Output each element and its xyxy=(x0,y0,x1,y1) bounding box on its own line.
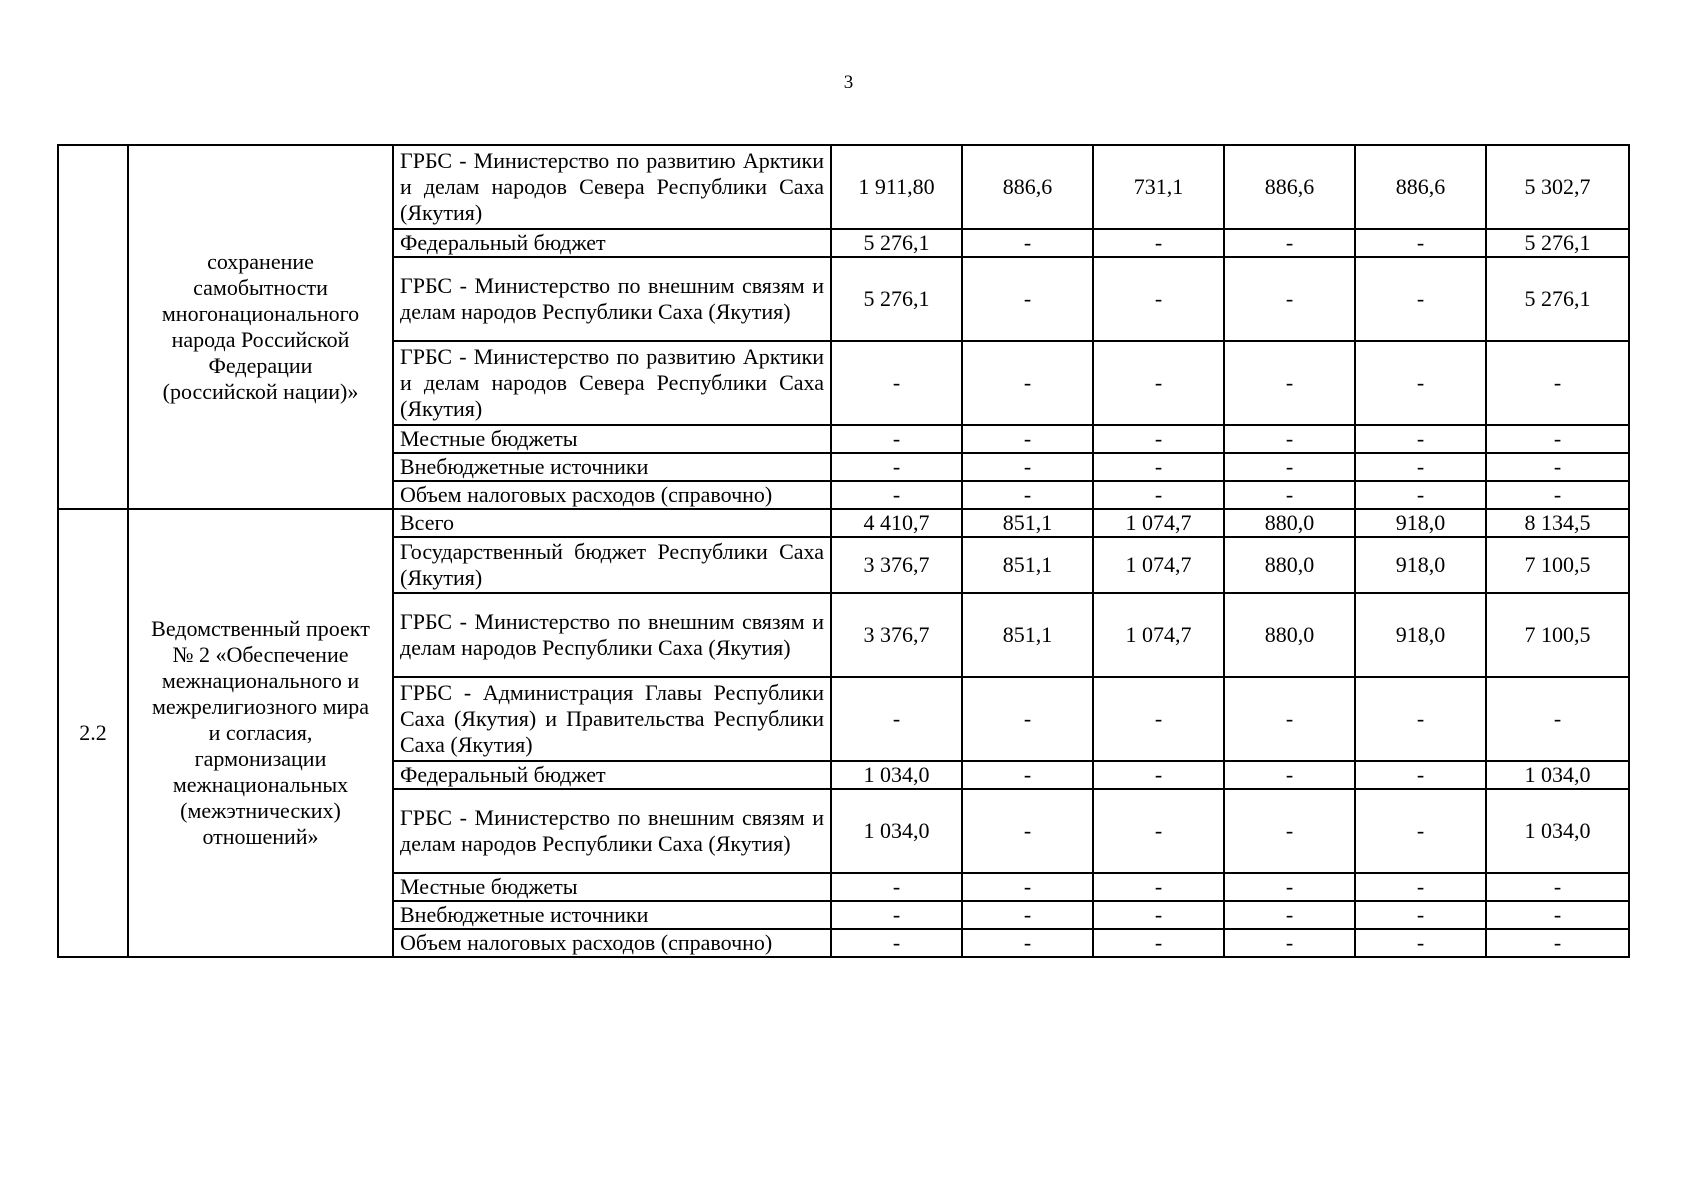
total-value: - xyxy=(1486,425,1629,453)
total-value: - xyxy=(1486,677,1629,761)
year-value: - xyxy=(1224,761,1355,789)
funding-source: Внебюджетные источники xyxy=(393,453,831,481)
year-value: - xyxy=(962,929,1093,957)
project-name-line: Федерации xyxy=(208,353,313,378)
budget-table xyxy=(57,144,1630,958)
year-value: 851,1 xyxy=(962,593,1093,677)
year-value: - xyxy=(1224,901,1355,929)
funding-source: Государственный бюджет Республики Саха (Якутия) xyxy=(393,537,831,593)
funding-source: ГРБС - Министерство по внешним связям и делам народов Республики Саха (Якутия) xyxy=(393,789,831,873)
year-value: 880,0 xyxy=(1224,537,1355,593)
project-name-line: межрелигиозного мира xyxy=(151,694,370,719)
year-value: - xyxy=(1355,453,1486,481)
year-value: - xyxy=(962,341,1093,425)
project-name-line: и согласия, xyxy=(208,720,313,745)
year-value: - xyxy=(831,901,962,929)
year-value: - xyxy=(962,453,1093,481)
year-value: - xyxy=(831,341,962,425)
year-value: - xyxy=(962,873,1093,901)
year-value: - xyxy=(831,677,962,761)
year-value: - xyxy=(1224,425,1355,453)
year-value: 1 911,80 xyxy=(831,145,962,229)
project-name-line: гармонизации xyxy=(194,746,327,771)
year-value: - xyxy=(1224,229,1355,257)
year-value: - xyxy=(1224,481,1355,509)
table-body xyxy=(58,145,1629,957)
year-value: - xyxy=(1355,481,1486,509)
year-value: - xyxy=(1224,341,1355,425)
year-value: - xyxy=(1093,677,1224,761)
year-value: - xyxy=(1093,481,1224,509)
year-value: 886,6 xyxy=(1224,145,1355,229)
year-value: - xyxy=(1093,257,1224,341)
funding-source: Объем налоговых расходов (справочно) xyxy=(393,929,831,957)
funding-source: ГРБС - Министерство по развитию Арктики и делам народов Севера Республики Саха (Якутия) xyxy=(393,145,831,229)
year-value: 886,6 xyxy=(962,145,1093,229)
year-value: - xyxy=(1224,257,1355,341)
year-value: 918,0 xyxy=(1355,509,1486,537)
year-value: - xyxy=(1355,789,1486,873)
year-value: - xyxy=(1224,677,1355,761)
year-value: - xyxy=(962,901,1093,929)
year-value: - xyxy=(831,425,962,453)
year-value: - xyxy=(1355,341,1486,425)
year-value: 1 074,7 xyxy=(1093,593,1224,677)
funding-source: ГРБС - Администрация Главы Республики Саха (Якутия) и Правительства Республики Саха (Якутия) xyxy=(393,677,831,761)
year-value: - xyxy=(962,677,1093,761)
year-value: 880,0 xyxy=(1224,593,1355,677)
funding-source: Объем налоговых расходов (справочно) xyxy=(393,481,831,509)
table-row xyxy=(58,509,1629,537)
total-value: 7 100,5 xyxy=(1486,593,1629,677)
year-value: - xyxy=(1355,677,1486,761)
funding-source: Федеральный бюджет xyxy=(393,229,831,257)
total-value: - xyxy=(1486,453,1629,481)
year-value: - xyxy=(1093,341,1224,425)
section-index xyxy=(58,145,128,509)
page-number: 3 xyxy=(843,72,854,93)
year-value: - xyxy=(962,257,1093,341)
project-name-line: межнационального и xyxy=(161,668,360,693)
year-value: 3 376,7 xyxy=(831,593,962,677)
year-value: - xyxy=(1224,453,1355,481)
year-value: - xyxy=(1355,257,1486,341)
year-value: - xyxy=(1093,229,1224,257)
year-value: - xyxy=(1355,873,1486,901)
project-name-line: межнациональных xyxy=(172,772,349,797)
total-value: - xyxy=(1486,929,1629,957)
project-name xyxy=(128,145,393,509)
funding-source: Всего xyxy=(393,509,831,537)
year-value: - xyxy=(1355,425,1486,453)
year-value: - xyxy=(1093,425,1224,453)
project-name xyxy=(128,509,393,957)
year-value: 4 410,7 xyxy=(831,509,962,537)
funding-source: ГРБС - Министерство по внешним связям и делам народов Республики Саха (Якутия) xyxy=(393,257,831,341)
year-value: - xyxy=(1355,901,1486,929)
year-value: - xyxy=(831,873,962,901)
year-value: 851,1 xyxy=(962,537,1093,593)
year-value: - xyxy=(1224,873,1355,901)
year-value: 851,1 xyxy=(962,509,1093,537)
project-name-line: отношений» xyxy=(202,824,319,849)
total-value: - xyxy=(1486,481,1629,509)
year-value: 3 376,7 xyxy=(831,537,962,593)
year-value: - xyxy=(1093,873,1224,901)
total-value: - xyxy=(1486,341,1629,425)
year-value: 1 074,7 xyxy=(1093,509,1224,537)
year-value: - xyxy=(831,453,962,481)
project-name-line: Ведомственный проект xyxy=(151,616,370,641)
total-value: 5 302,7 xyxy=(1486,145,1629,229)
year-value: 1 034,0 xyxy=(831,761,962,789)
year-value: 1 034,0 xyxy=(831,789,962,873)
total-value: 7 100,5 xyxy=(1486,537,1629,593)
year-value: - xyxy=(962,229,1093,257)
total-value: 1 034,0 xyxy=(1486,761,1629,789)
funding-source: Федеральный бюджет xyxy=(393,761,831,789)
total-value: 8 134,5 xyxy=(1486,509,1629,537)
year-value: - xyxy=(1093,901,1224,929)
year-value: - xyxy=(1093,453,1224,481)
year-value: - xyxy=(1093,789,1224,873)
funding-source: Внебюджетные источники xyxy=(393,901,831,929)
year-value: 731,1 xyxy=(1093,145,1224,229)
year-value: - xyxy=(962,789,1093,873)
year-value: - xyxy=(962,761,1093,789)
project-name-line: (межэтнических) xyxy=(180,798,341,823)
year-value: - xyxy=(1355,229,1486,257)
year-value: - xyxy=(831,929,962,957)
year-value: 1 074,7 xyxy=(1093,537,1224,593)
year-value: - xyxy=(1224,929,1355,957)
year-value: - xyxy=(1093,929,1224,957)
year-value: 5 276,1 xyxy=(831,257,962,341)
total-value: 1 034,0 xyxy=(1486,789,1629,873)
section-index: 2.2 xyxy=(58,509,128,957)
funding-source: ГРБС - Министерство по развитию Арктики и делам народов Севера Республики Саха (Якутия) xyxy=(393,341,831,425)
funding-source: Местные бюджеты xyxy=(393,873,831,901)
total-value: 5 276,1 xyxy=(1486,257,1629,341)
year-value: - xyxy=(1093,761,1224,789)
year-value: 918,0 xyxy=(1355,537,1486,593)
project-name-line: народа Российской xyxy=(171,327,350,352)
project-name-line: многонационального xyxy=(161,301,360,326)
year-value: 5 276,1 xyxy=(831,229,962,257)
year-value: - xyxy=(1224,789,1355,873)
project-name-line: сохранение xyxy=(207,249,314,274)
total-value: - xyxy=(1486,873,1629,901)
total-value: - xyxy=(1486,901,1629,929)
project-name-line: (российской нации)» xyxy=(162,379,359,404)
year-value: - xyxy=(1355,929,1486,957)
year-value: - xyxy=(831,481,962,509)
project-name-line: самобытности xyxy=(193,275,328,300)
total-value: 5 276,1 xyxy=(1486,229,1629,257)
funding-source: Местные бюджеты xyxy=(393,425,831,453)
year-value: 886,6 xyxy=(1355,145,1486,229)
year-value: 880,0 xyxy=(1224,509,1355,537)
year-value: 918,0 xyxy=(1355,593,1486,677)
project-name-line: № 2 «Обеспечение xyxy=(172,642,349,667)
table-row xyxy=(58,145,1629,229)
year-value: - xyxy=(962,425,1093,453)
funding-source: ГРБС - Министерство по внешним связям и делам народов Республики Саха (Якутия) xyxy=(393,593,831,677)
year-value: - xyxy=(1355,761,1486,789)
year-value: - xyxy=(962,481,1093,509)
